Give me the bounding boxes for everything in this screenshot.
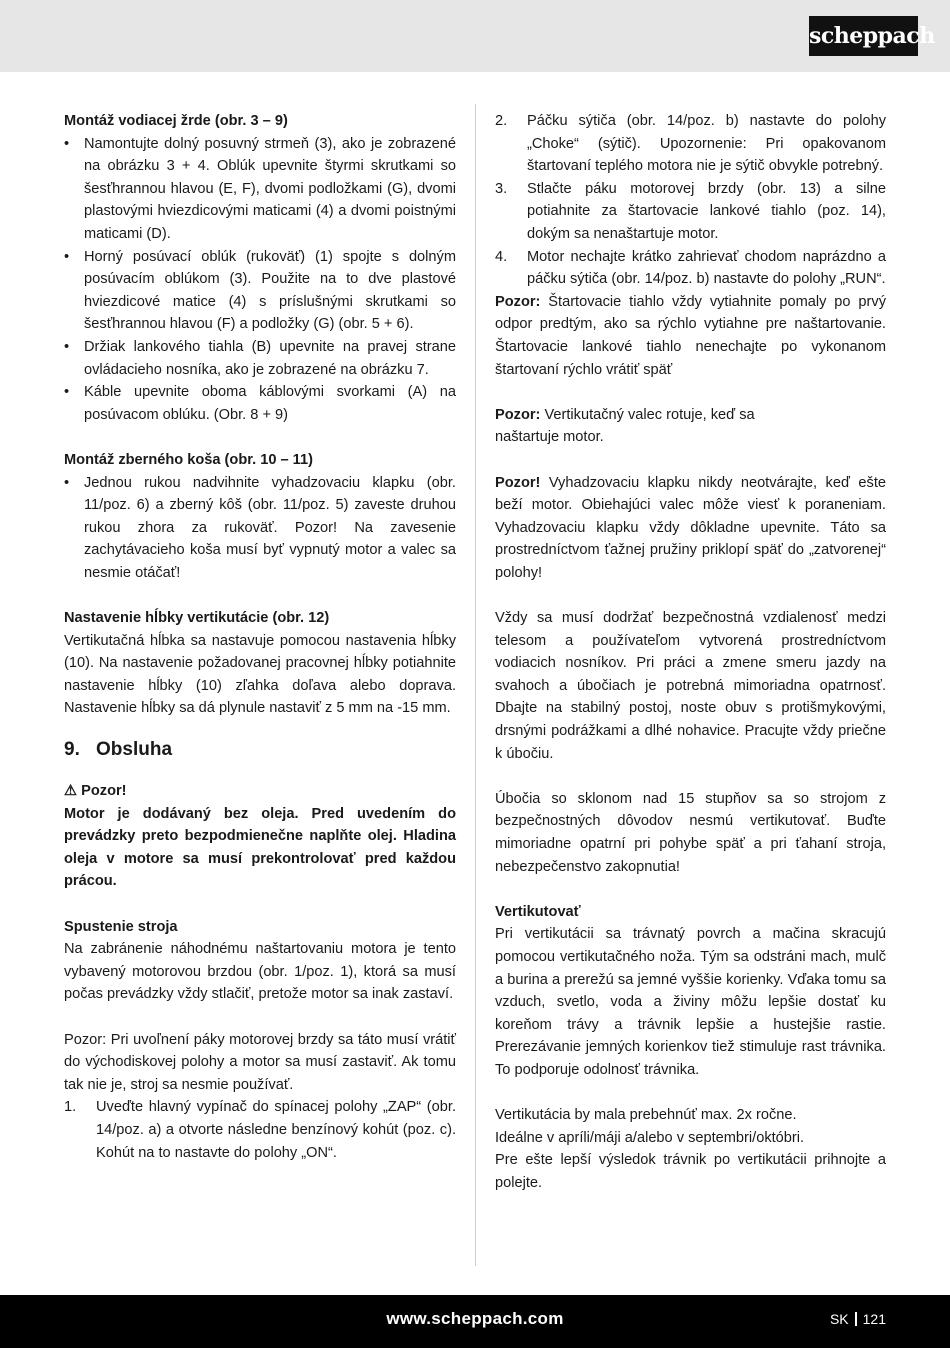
list-item: • Káble upevnite oboma káblovými svorkami (A) na posúvacom oblúku. (Obr. 8 + 9)	[64, 381, 456, 426]
start-steps-list-cont	[495, 110, 886, 291]
depth-heading: Nastavenie hĺbky vertikutácie (obr. 12)	[64, 610, 330, 627]
page-header	[0, 0, 950, 72]
caution-label: Pozor:	[495, 406, 541, 423]
scarify-heading: Vertikutovať	[495, 903, 581, 920]
start-text: Na zabránenie náhodnému naštartovaniu motora je tento vybavený motorovou brzdou (obr. 1/poz. 1), ktorá sa musí počas prevádzky vždy stlačiť, pretože motor sa inak zastaví.	[64, 941, 456, 1003]
warning-title: ⚠ Pozor!	[64, 783, 127, 800]
caution-label: Pozor:	[495, 293, 541, 310]
list-item: • Horný posúvací oblúk (rukoväť) (1) spojte s dolným posúvacím oblúkom (3). Použite na to dve plastové hviezdicové matice (4) s príslušnými skrutkami so šesťhrannou hlavou (F) a podložky (G) (obr. 5 + 6).	[64, 246, 456, 336]
language-code: SK	[829, 1311, 849, 1327]
list-item: • Jednou rukou nadvihnite vyhadzovaciu klapku (obr. 11/poz. 6) a zberný kôš (obr. 11/poz. 5) zaveste druhou rukou zhora za rukoväť. Pozor! Na zavesenie zachytávacieho koša musí byť vypnutý motor a valec sa nesmie otáčať!	[64, 472, 456, 585]
scarify-note-3: Pre ešte lepší výsledok trávnik po vertikutácii prihnojte a polejte.	[495, 1152, 886, 1191]
start-steps-list	[64, 1096, 456, 1164]
scarify-note-1: Vertikutácia by mala prebehnúť max. 2x ročne.	[495, 1107, 797, 1124]
step-text: Stlačte páku motorovej brzdy (obr. 13) a silne potiahnite za štartovacie lankové tiahlo (poz. 14), dokým sa nenaštartuje motor.	[527, 180, 886, 242]
caution-paragraph-2: Pozor: Vertikutačný valec rotuje, keď sa naštartuje motor.	[495, 406, 755, 446]
caution-paragraph-1: Pozor: Štartovacie tiahlo vždy vytiahnite pomaly po prvý odpor predtým, ako sa rýchlo vytiahne pre naštartovanie. Štartovacie lankové tiahlo nenechajte po vykonanom štartovaní rýchlo vrátiť späť	[495, 293, 886, 378]
start-text-2: Pozor: Pri uvoľnení páky motorovej brzdy sa táto musí vrátiť do východiskovej polohy a motor sa musí zastaviť. Ak tomu tak nie je, stroj sa nesmie používať.	[64, 1031, 456, 1093]
step-text: Motor nechajte krátko zahrievať chodom naprázdno a páčku sýtiča (obr. 14/poz. b) nastavte do polohy „RUN“.	[527, 248, 886, 288]
website-link[interactable]: www.scheppach.com	[386, 1309, 564, 1328]
step-text: Uveďte hlavný vypínač do spínacej polohy „ZAP“ (obr. 14/poz. a) a otvorte následne benzínový kohút (poz. c). Kohút na to nastavte do polohy „ON“.	[96, 1099, 456, 1161]
basket-list	[64, 472, 456, 585]
caution-paragraph-3: Pozor! Vyhadzovaciu klapku nikdy neotvárajte, keď ešte beží motor. Obiehajúci valec môže viesť k poraneniam. Vyhadzovaciu klapku vždy dôkladne upevnite. Táto sa prostredníctvom ťažnej pružiny priklopí späť do „zatvorenej“ polohy!	[495, 474, 886, 581]
list-item	[64, 1096, 456, 1164]
section-title-text: Obsluha	[96, 739, 173, 761]
step-number: 2.	[495, 113, 508, 129]
list-item	[495, 246, 886, 291]
right-column	[495, 110, 886, 1195]
left-column	[64, 110, 456, 1164]
section-title	[64, 736, 456, 764]
list-item	[495, 110, 886, 178]
brand-logo: scheppach	[809, 16, 918, 56]
safety-distance-text: Vždy sa musí dodržať bezpečnostná vzdialenosť medzi telesom a používateľom vytvorená prostredníctvom vodiacich nosníkov. Pri práci a zmene smeru jazdy na svahoch a úbočiach je potrebná mimoriadna opatrnosť. Dbajte na stabilný postoj, noste obuv s protišmykovými, drsnými podrážkami a dlhé nohavice. Pracujte vždy priečne k úbočiu.	[495, 610, 886, 762]
caution-label: Pozor!	[495, 474, 541, 491]
guide-bar-list	[64, 133, 456, 427]
basket-heading: Montáž zberného koša (obr. 10 – 11)	[64, 451, 313, 468]
list-item: • Držiak lankového tiahla (B) upevnite na pravej strane ovládacieho nosníka, ako je zobrazené na obrázku 7.	[64, 336, 456, 381]
start-heading: Spustenie stroja	[64, 918, 178, 935]
section-number: 9.	[64, 739, 80, 761]
list-item: • Namontujte dolný posuvný strmeň (3), ako je zobrazené na obrázku 3 + 4. Oblúk upevnite štyrmi skrutkami so šesťhrannou hlavou (E, F), dvomi podložkami (G), dvomi plastovými hviezdicovými maticami (4) a dvomi poistnými maticami (D).	[64, 133, 456, 246]
page-number	[830, 1295, 886, 1343]
guide-bar-heading: Montáž vodiacej žrde (obr. 3 – 9)	[64, 113, 288, 129]
column-divider	[475, 104, 476, 1266]
depth-text: Vertikutačná hĺbka sa nastavuje pomocou nastavenia hĺbky (10). Na nastavenie požadovanej pracovnej hĺbky potiahnite nastavenie hĺbky (10) zľahka doľava alebo doprava. Nastavenie hĺbky sa dá plynule nastaviť z 5 mm na -15 mm.	[64, 632, 456, 717]
step-number: 4.	[495, 248, 508, 265]
step-text: Páčku sýtiča (obr. 14/poz. b) nastavte do polohy „Choke“ (sýtič). Upozornenie: Pri opakovanom štartovaní teplého motora nie je sýtič obvykle potrebný.	[527, 113, 886, 175]
page-footer	[0, 1295, 950, 1348]
scarify-note-2: Ideálne v apríli/máji a/alebo v septembri/októbri.	[495, 1129, 805, 1146]
step-number: 3.	[495, 180, 508, 197]
page-number-value: 121	[862, 1311, 886, 1327]
list-item	[495, 178, 886, 246]
step-number: 1.	[64, 1099, 77, 1116]
warning-text: Motor je dodávaný bez oleja. Pred uvedením do prevádzky preto bezpodmienečne naplňte olej. Hladina oleja v motore sa musí prekontrolovať pred každou prácou.	[64, 805, 456, 890]
slope-text: Úbočia so sklonom nad 15 stupňov sa so strojom z bezpečnostných dôvodov nesmú vertikutovať. Buďte mimoriadne opatrní pri pohybe späť a pri ťahaní stroja, nebezpečenstvo zakopnutia!	[495, 790, 886, 875]
scarify-text: Pri vertikutácii sa trávnatý povrch a mačina skracujú pomocou vertikutačného noža. Tým sa odstráni mach, mulč a burina a prerežú sa jemné vyššie korienky. Vďaka tomu sa vzduch, svetlo, voda a živiny môžu lepšie dostať ku koreňom trávy a trávnik lepšie a hustejšie rastie. Prerezávanie jemných korienkov tiež stimuluje rast trávnika. To podporuje odolnosť trávnika.	[495, 926, 886, 1078]
